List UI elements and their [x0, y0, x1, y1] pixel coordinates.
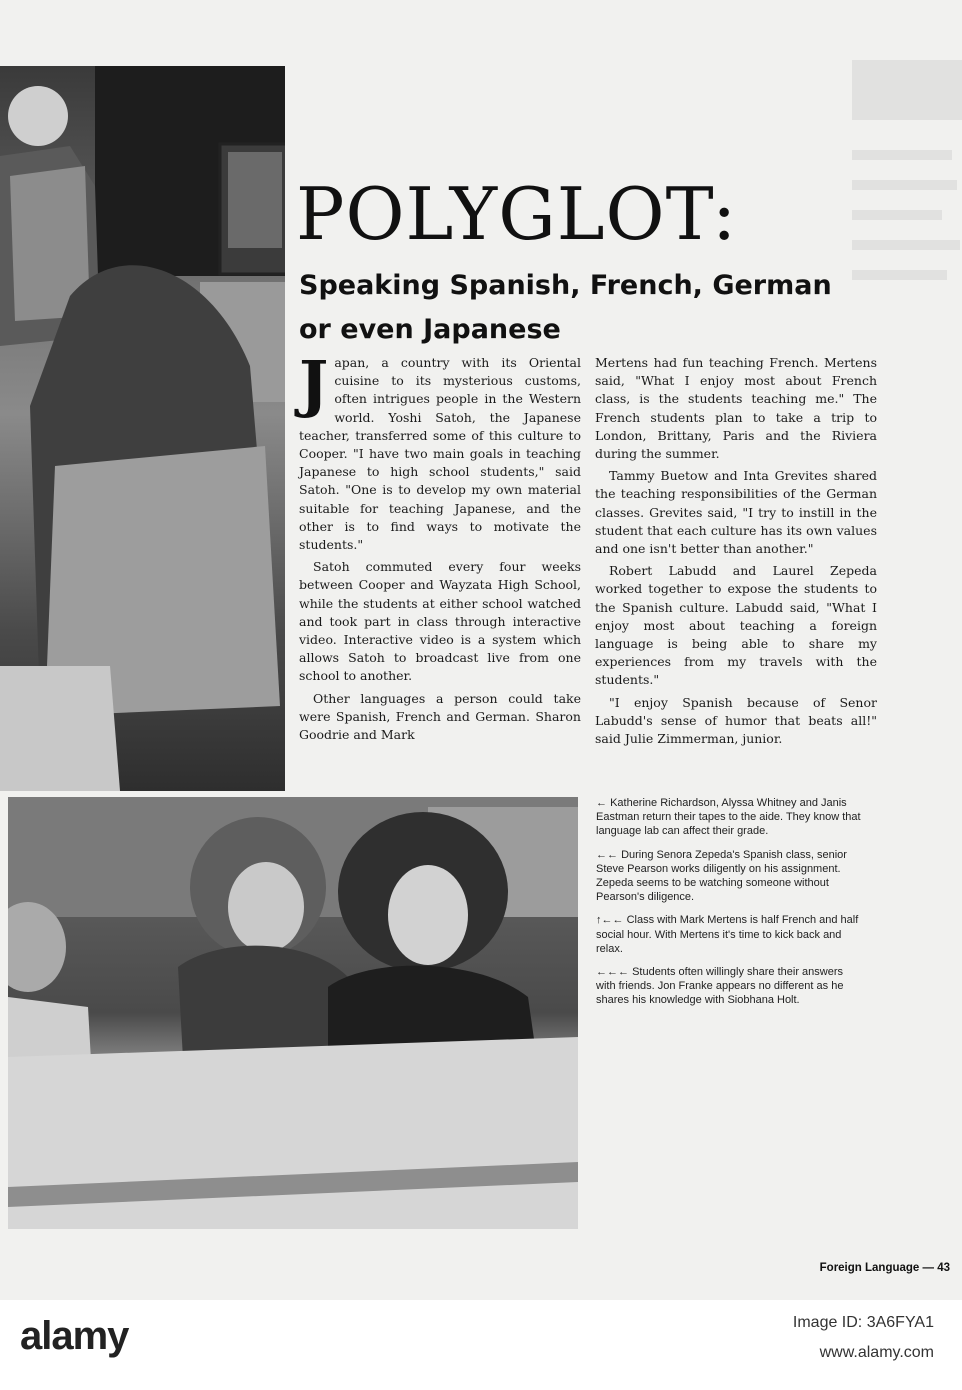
- stock-url-link[interactable]: www.alamy.com: [819, 1344, 934, 1361]
- stock-watermark-bar: [0, 1300, 962, 1390]
- photo-caption: [596, 965, 864, 1008]
- article-column-2: [595, 354, 877, 752]
- image-id-label: Image ID: 3A6FYA1: [792, 1314, 934, 1331]
- classroom-photo-teacher: [0, 66, 285, 791]
- caption-arrow-icon: ←←: [596, 848, 618, 861]
- photo-caption: [596, 848, 864, 905]
- classroom-photo-students-image: [8, 797, 578, 1229]
- alamy-logo: alamy: [20, 1314, 129, 1358]
- caption-text: During Senora Zepeda's Spanish class, senior Steve Pearson works diligently on his assignment. Zepeda seems to be watching someone without Pearson's diligence.: [596, 848, 847, 904]
- caption-text: Students often willingly share their answers with friends. Jon Franke appears no different as he shares his knowledge with Siobhana Holt.: [596, 966, 844, 1007]
- article-paragraph: Mertens had fun teaching French. Mertens said, "What I enjoy most about French class, is the students teaching me." The French students plan to take a trip to London, Brittany, Paris and the Riviera during the summer.: [595, 355, 877, 462]
- article-paragraph: "I enjoy Spanish because of Senor Labudd's sense of humor that beats all!" said Julie Zimmerman, junior.: [595, 694, 877, 747]
- photo-caption: [596, 913, 864, 956]
- article-paragraph: [299, 347, 581, 554]
- caption-text: Katherine Richardson, Alyssa Whitney and Janis Eastman return their tapes to the aide. They know that language lab can affect their grade.: [596, 797, 861, 838]
- article-subhead: Speaking Spanish, French, German or even Japanese: [299, 270, 832, 345]
- classroom-photo-teacher-image: [0, 66, 285, 791]
- caption-arrow-icon: ←←←: [596, 966, 629, 979]
- page-folio: Foreign Language — 43: [819, 1262, 950, 1274]
- classroom-photo-students: [8, 797, 578, 1229]
- photo-caption: [596, 796, 864, 839]
- drop-cap: J: [299, 347, 329, 420]
- article-paragraph: Tammy Buetow and Inta Grevites shared the teaching responsibilities of the German classes. Grevites said, "I try to instill in the student that each culture has its own values and one isn't better than another.": [595, 468, 877, 557]
- photo-captions: [596, 796, 864, 1017]
- article-headline: POLYGLOT:: [296, 172, 738, 256]
- article-paragraph: Robert Labudd and Laurel Zepeda worked together to expose the students to the Spanish culture. Labudd said, "What I enjoy most about teaching a foreign language is being able to share my experiences from my travels with the students.": [595, 563, 877, 688]
- caption-arrow-icon: ↑←←: [596, 914, 624, 927]
- article-paragraph: Satoh commuted every four weeks between Cooper and Wayzata High School, while the students at either school watched and took part in class through interactive video. Interactive video is a system which allows Satoh to broadcast live from one school to another.: [299, 559, 581, 684]
- caption-text: Class with Mark Mertens is half French and half social hour. With Mertens it's time to kick back and relax.: [596, 914, 859, 955]
- caption-arrow-icon: ←: [596, 797, 607, 809]
- paragraph-text: apan, a country with its Oriental cuisine to its mysterious customs, often intrigues people in the Western world. Yoshi Satoh, the Japanese teacher, transferred some of this culture to Cooper. "I have two main goals in teaching Japanese to high school students," said Satoh. "One is to develop my own material suitable for teaching Japanese, and the other is to find ways to motivate the students.": [299, 355, 581, 553]
- article-paragraph: Other languages a person could take were Spanish, French and German. Sharon Goodrie and Mark: [299, 690, 581, 743]
- article-column-1: [299, 347, 581, 748]
